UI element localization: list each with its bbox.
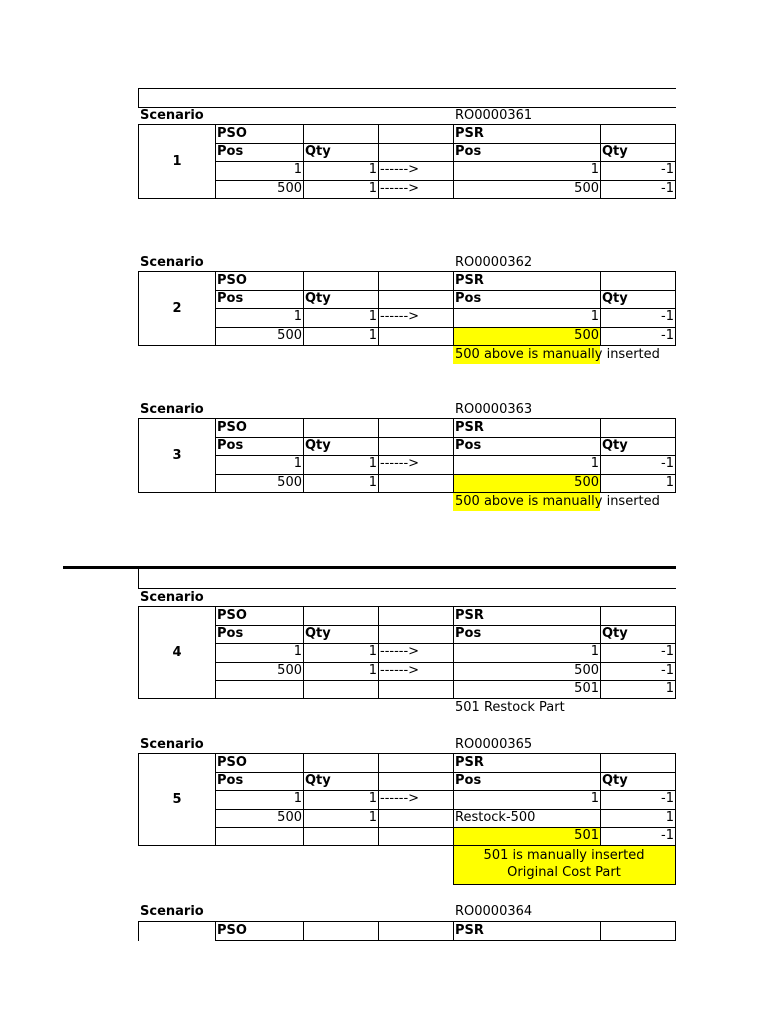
psr-qty-cell: -1 bbox=[661, 644, 674, 659]
pso-header: PSO bbox=[217, 273, 247, 288]
arrow-cell: ------> bbox=[380, 644, 420, 659]
pso-qty-header: Qty bbox=[305, 291, 331, 306]
pso-qty-cell: 1 bbox=[368, 791, 377, 806]
psr-qty-cell: -1 bbox=[661, 456, 674, 471]
psr-header: PSR bbox=[455, 273, 484, 288]
psr-pos-header: Pos bbox=[455, 144, 482, 159]
pso-qty-cell: 1 bbox=[368, 181, 377, 196]
pso-header: PSO bbox=[217, 126, 247, 141]
pso-pos-cell: 1 bbox=[293, 791, 302, 806]
psr-qty-cell: 1 bbox=[665, 681, 674, 696]
psr-pos-header: Pos bbox=[455, 438, 482, 453]
pso-qty-cell: 1 bbox=[368, 644, 377, 659]
scenario-number: 1 bbox=[172, 154, 182, 169]
ro-number: RO0000364 bbox=[455, 904, 533, 919]
ro-number: RO0000365 bbox=[455, 737, 533, 752]
arrow-cell: ------> bbox=[380, 663, 420, 678]
pso-qty-cell: 1 bbox=[368, 663, 377, 678]
pso-header: PSO bbox=[217, 755, 247, 770]
pso-qty-cell: 1 bbox=[368, 475, 377, 490]
psr-qty-header: Qty bbox=[602, 438, 628, 453]
pso-header: PSO bbox=[217, 420, 247, 435]
psr-pos-cell: 501 bbox=[574, 828, 599, 843]
pso-pos-cell: 500 bbox=[277, 810, 302, 825]
psr-qty-cell: 1 bbox=[665, 475, 674, 490]
scenario-label: Scenario bbox=[140, 402, 204, 417]
pso-qty-cell: 1 bbox=[368, 810, 377, 825]
psr-qty-cell: -1 bbox=[661, 328, 674, 343]
psr-pos-cell: Restock-500 bbox=[455, 810, 536, 825]
pso-qty-header: Qty bbox=[305, 438, 331, 453]
psr-header: PSR bbox=[455, 755, 484, 770]
ro-number: RO0000362 bbox=[455, 255, 533, 270]
psr-header: PSR bbox=[455, 923, 484, 938]
scenario-note: 500 above is manually inserted bbox=[455, 347, 660, 362]
psr-pos-cell: 501 bbox=[574, 681, 599, 696]
scenario-label: Scenario bbox=[140, 737, 204, 752]
psr-qty-header: Qty bbox=[602, 626, 628, 641]
scenario-number: 4 bbox=[172, 645, 182, 660]
arrow-cell: ------> bbox=[380, 456, 420, 471]
psr-pos-header: Pos bbox=[455, 626, 482, 641]
psr-qty-header: Qty bbox=[602, 291, 628, 306]
pso-pos-header: Pos bbox=[217, 438, 244, 453]
psr-header: PSR bbox=[455, 420, 484, 435]
psr-qty-cell: -1 bbox=[661, 828, 674, 843]
scenario-label: Scenario bbox=[140, 108, 204, 123]
scenario-number: 5 bbox=[172, 792, 182, 807]
psr-pos-cell: 1 bbox=[590, 791, 599, 806]
pso-pos-header: Pos bbox=[217, 626, 244, 641]
pso-pos-header: Pos bbox=[217, 291, 244, 306]
psr-pos-cell: 500 bbox=[574, 475, 599, 490]
psr-qty-cell: -1 bbox=[661, 309, 674, 324]
psr-qty-cell: 1 bbox=[665, 810, 674, 825]
scenario-number: 2 bbox=[172, 301, 182, 316]
ro-number: RO0000361 bbox=[455, 108, 533, 123]
arrow-cell: ------> bbox=[380, 162, 420, 177]
pso-pos-header: Pos bbox=[217, 144, 244, 159]
pso-pos-cell: 500 bbox=[277, 328, 302, 343]
pso-pos-cell: 500 bbox=[277, 663, 302, 678]
pso-pos-cell: 1 bbox=[293, 162, 302, 177]
pso-qty-cell: 1 bbox=[368, 162, 377, 177]
scenario-note: 500 above is manually inserted bbox=[455, 494, 660, 509]
arrow-cell: ------> bbox=[380, 791, 420, 806]
pso-pos-cell: 500 bbox=[277, 181, 302, 196]
psr-pos-cell: 1 bbox=[590, 309, 599, 324]
scenario-note: 501 is manually inserted bbox=[483, 848, 645, 863]
pso-header: PSO bbox=[217, 608, 247, 623]
pso-qty-cell: 1 bbox=[368, 456, 377, 471]
scenario-note: 501 Restock Part bbox=[455, 700, 565, 715]
psr-qty-cell: -1 bbox=[661, 791, 674, 806]
psr-header: PSR bbox=[455, 126, 484, 141]
scenario-label: Scenario bbox=[140, 255, 204, 270]
psr-qty-header: Qty bbox=[602, 773, 628, 788]
psr-qty-cell: -1 bbox=[661, 181, 674, 196]
psr-pos-cell: 1 bbox=[590, 456, 599, 471]
pso-qty-header: Qty bbox=[305, 626, 331, 641]
psr-pos-header: Pos bbox=[455, 291, 482, 306]
ro-number: RO0000363 bbox=[455, 402, 533, 417]
psr-header: PSR bbox=[455, 608, 484, 623]
psr-pos-cell: 1 bbox=[590, 162, 599, 177]
pso-qty-cell: 1 bbox=[368, 328, 377, 343]
pso-header: PSO bbox=[217, 923, 247, 938]
pso-pos-cell: 1 bbox=[293, 456, 302, 471]
pso-qty-header: Qty bbox=[305, 773, 331, 788]
pso-pos-cell: 1 bbox=[293, 309, 302, 324]
pso-qty-header: Qty bbox=[305, 144, 331, 159]
scenario-number: 3 bbox=[172, 448, 182, 463]
pso-pos-cell: 500 bbox=[277, 475, 302, 490]
scenario-note: Original Cost Part bbox=[507, 865, 621, 880]
psr-pos-header: Pos bbox=[455, 773, 482, 788]
arrow-cell: ------> bbox=[380, 309, 420, 324]
pso-qty-cell: 1 bbox=[368, 309, 377, 324]
scenario-label: Scenario bbox=[140, 904, 204, 919]
section-banner-top bbox=[138, 88, 676, 108]
pso-pos-cell: 1 bbox=[293, 644, 302, 659]
psr-qty-header: Qty bbox=[602, 144, 628, 159]
psr-qty-cell: -1 bbox=[661, 663, 674, 678]
pso-pos-header: Pos bbox=[217, 773, 244, 788]
psr-pos-cell: 500 bbox=[574, 181, 599, 196]
scenario-label: Scenario bbox=[140, 590, 204, 605]
psr-pos-cell: 500 bbox=[574, 328, 599, 343]
psr-pos-cell: 1 bbox=[590, 644, 599, 659]
psr-qty-cell: -1 bbox=[661, 162, 674, 177]
arrow-cell: ------> bbox=[380, 181, 420, 196]
section-banner bbox=[138, 569, 676, 589]
psr-pos-cell: 500 bbox=[574, 663, 599, 678]
